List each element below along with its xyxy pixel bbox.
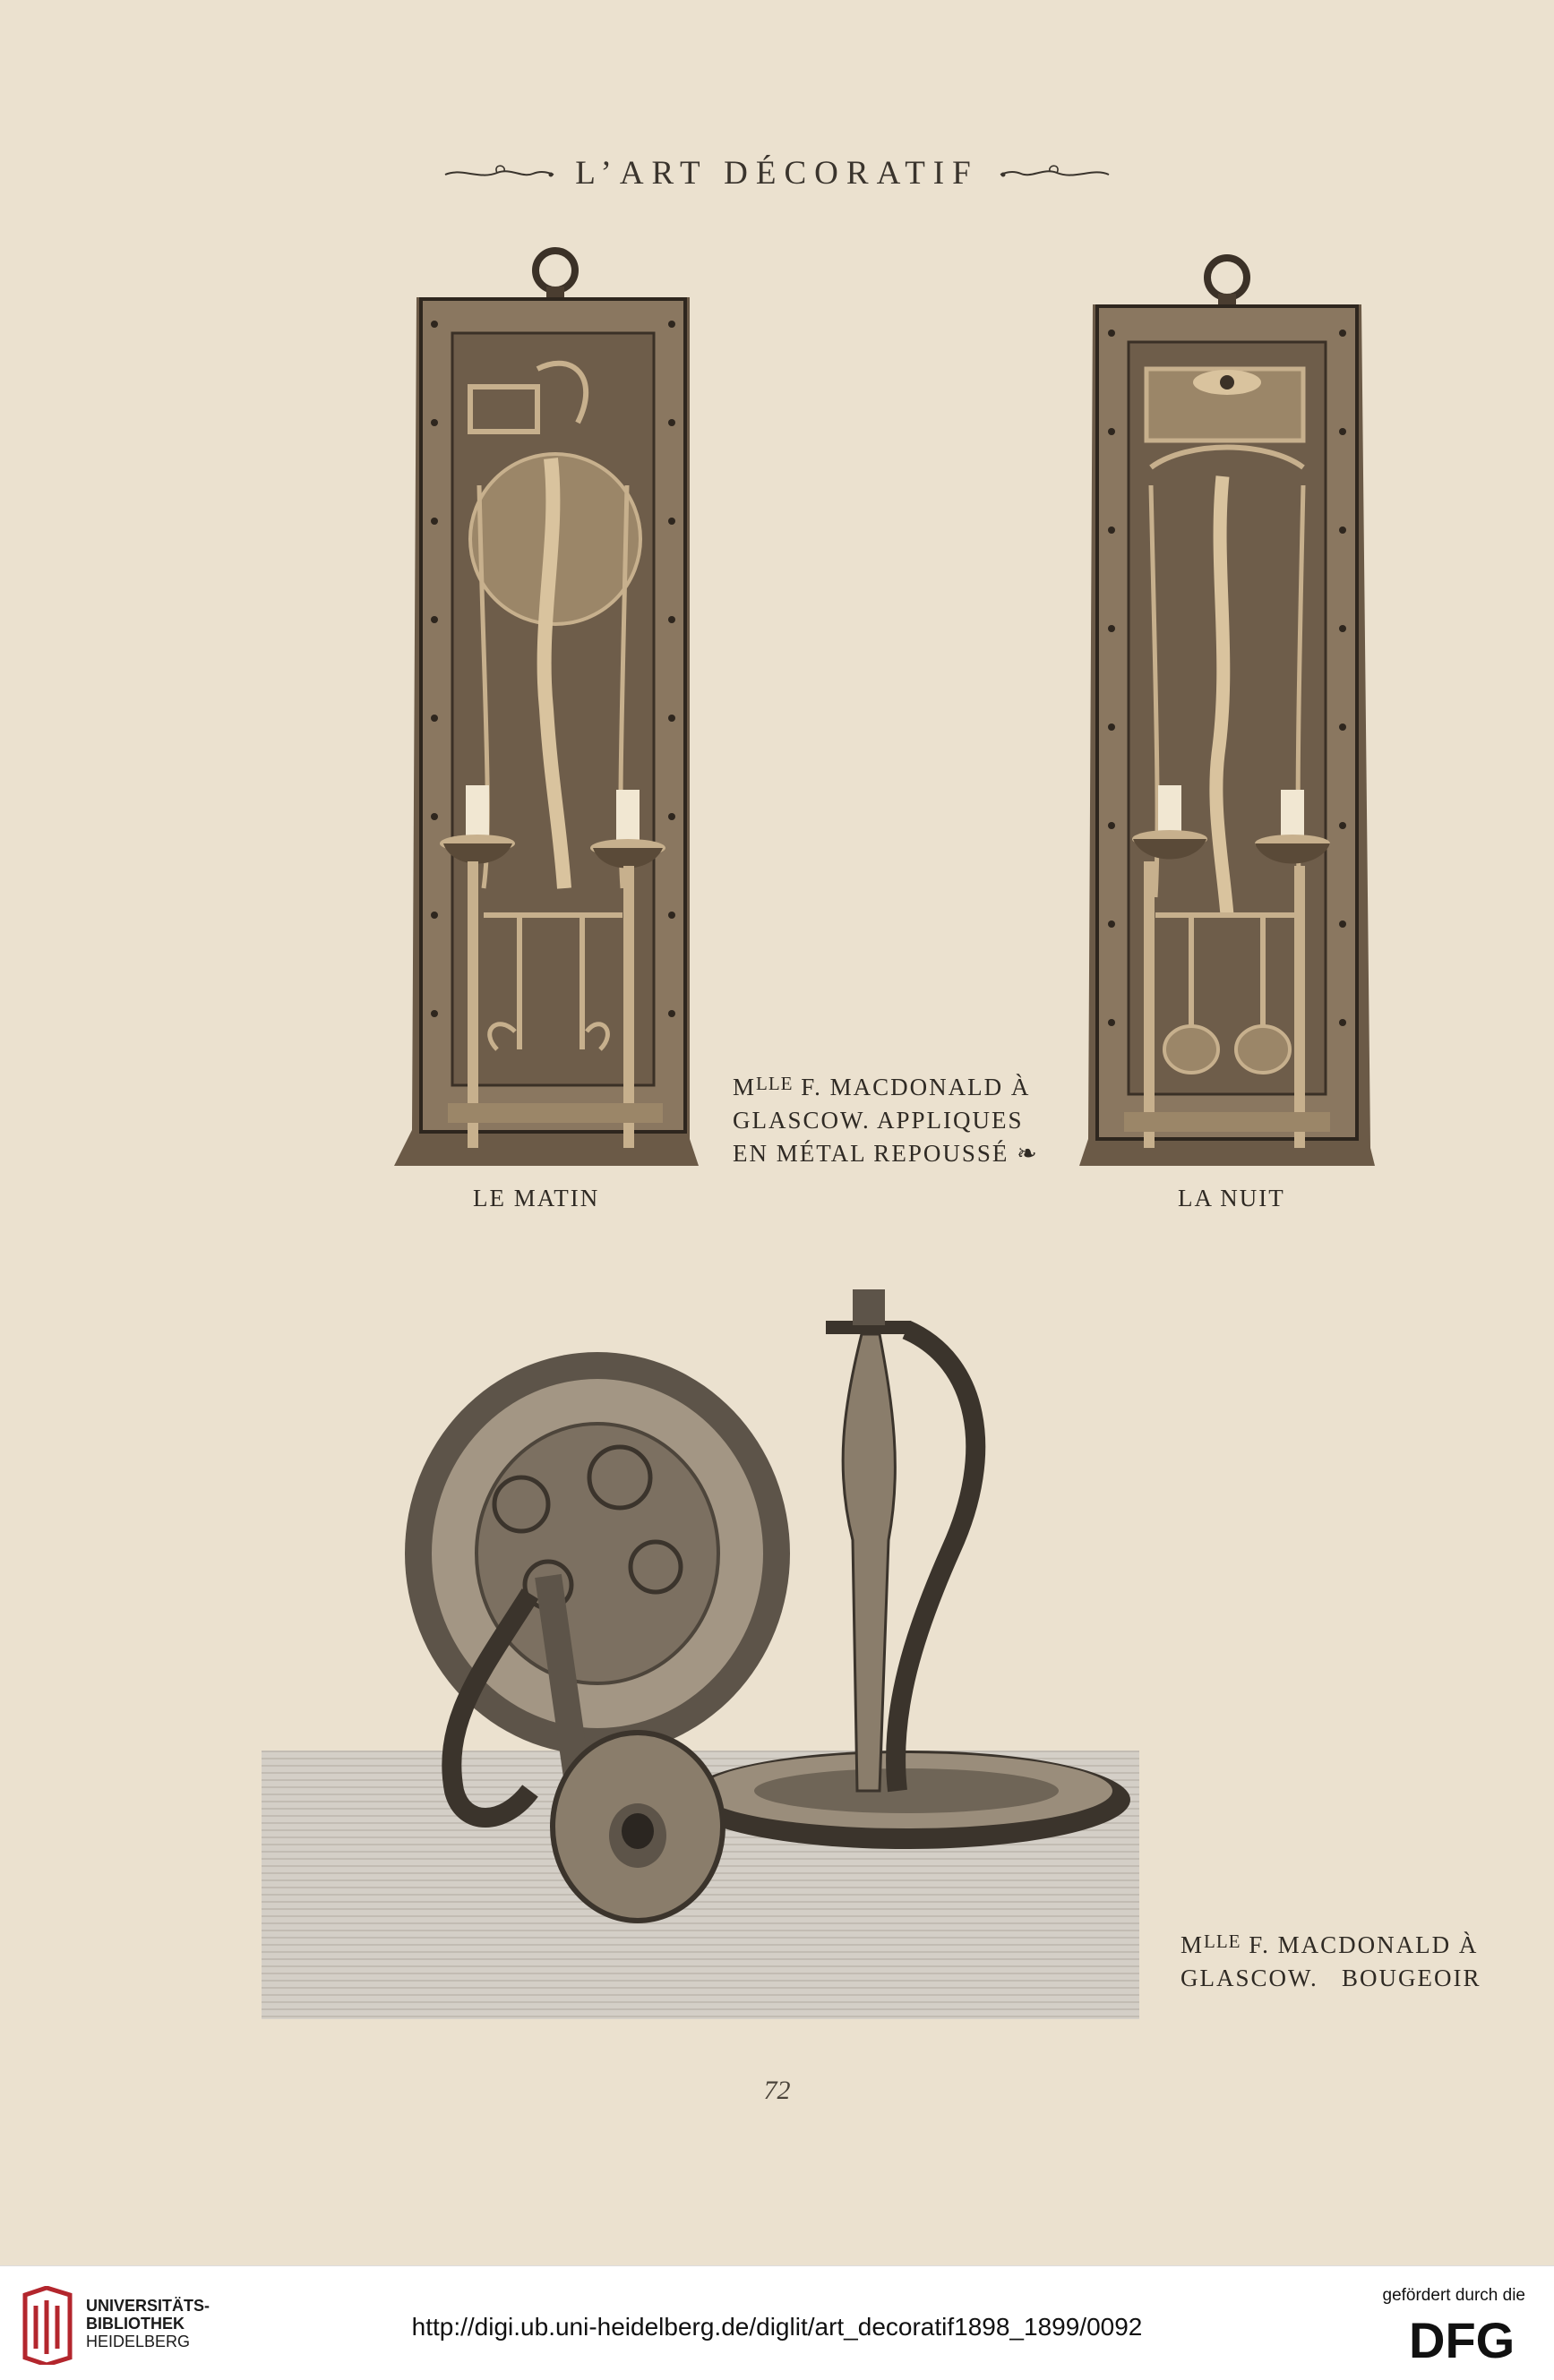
plate-bougeoir [262, 1289, 1139, 2019]
permalink-url[interactable]: http://digi.ub.uni-heidelberg.de/diglit/art_decoratif1898_1899/0092 [411, 2313, 1143, 2341]
caption-bougeoir-line1: $M^{LLE}$ F. MACDONALD À [1181, 1931, 1479, 1958]
sponsor-block [1383, 2286, 1526, 2367]
footer-bar [0, 2265, 1554, 2380]
flourish-left-icon [443, 160, 555, 187]
dfg-logo-text: DFG [1409, 2313, 1515, 2363]
caption-la-nuit: LA NUIT [1178, 1185, 1285, 1211]
caption-bougeoir [1181, 1925, 1481, 1995]
plate-la-nuit [1079, 253, 1375, 1170]
caption-appliques-line1: $M^{LLE}$ F. MACDONALD À [733, 1073, 1031, 1100]
bougeoir-image [262, 1289, 1139, 2019]
ornament-icon: ❧ [1017, 1140, 1039, 1167]
page-number: 72 [763, 2076, 791, 2105]
sponsor-text: gefördert durch die [1382, 2286, 1525, 2305]
plate-le-matin [394, 244, 699, 1179]
caption-bougeoir-line2: GLASCOW. BOUGEOIR [1181, 1965, 1481, 1991]
flourish-right-icon [999, 160, 1111, 187]
caption-le-matin: LE MATIN [473, 1185, 600, 1211]
sconce-le-matin-image [394, 244, 699, 1179]
library-name-line1: UNIVERSITÄTS- [86, 2297, 210, 2315]
caption-appliques-line2: GLASCOW. APPLIQUES [733, 1107, 1024, 1134]
sconce-la-nuit-image [1079, 253, 1375, 1170]
running-header [0, 154, 1554, 193]
caption-appliques-line3: EN MÉTAL REPOUSSÉ ❧ [733, 1140, 1039, 1167]
caption-appliques [733, 1067, 1039, 1170]
dfg-logo-icon[interactable] [1409, 2313, 1525, 2363]
page-title: L’ART DÉCORATIF [575, 155, 979, 192]
library-name-line2: BIBLIOTHEK [86, 2315, 185, 2333]
library-name-line3: HEIDELBERG [86, 2333, 191, 2350]
